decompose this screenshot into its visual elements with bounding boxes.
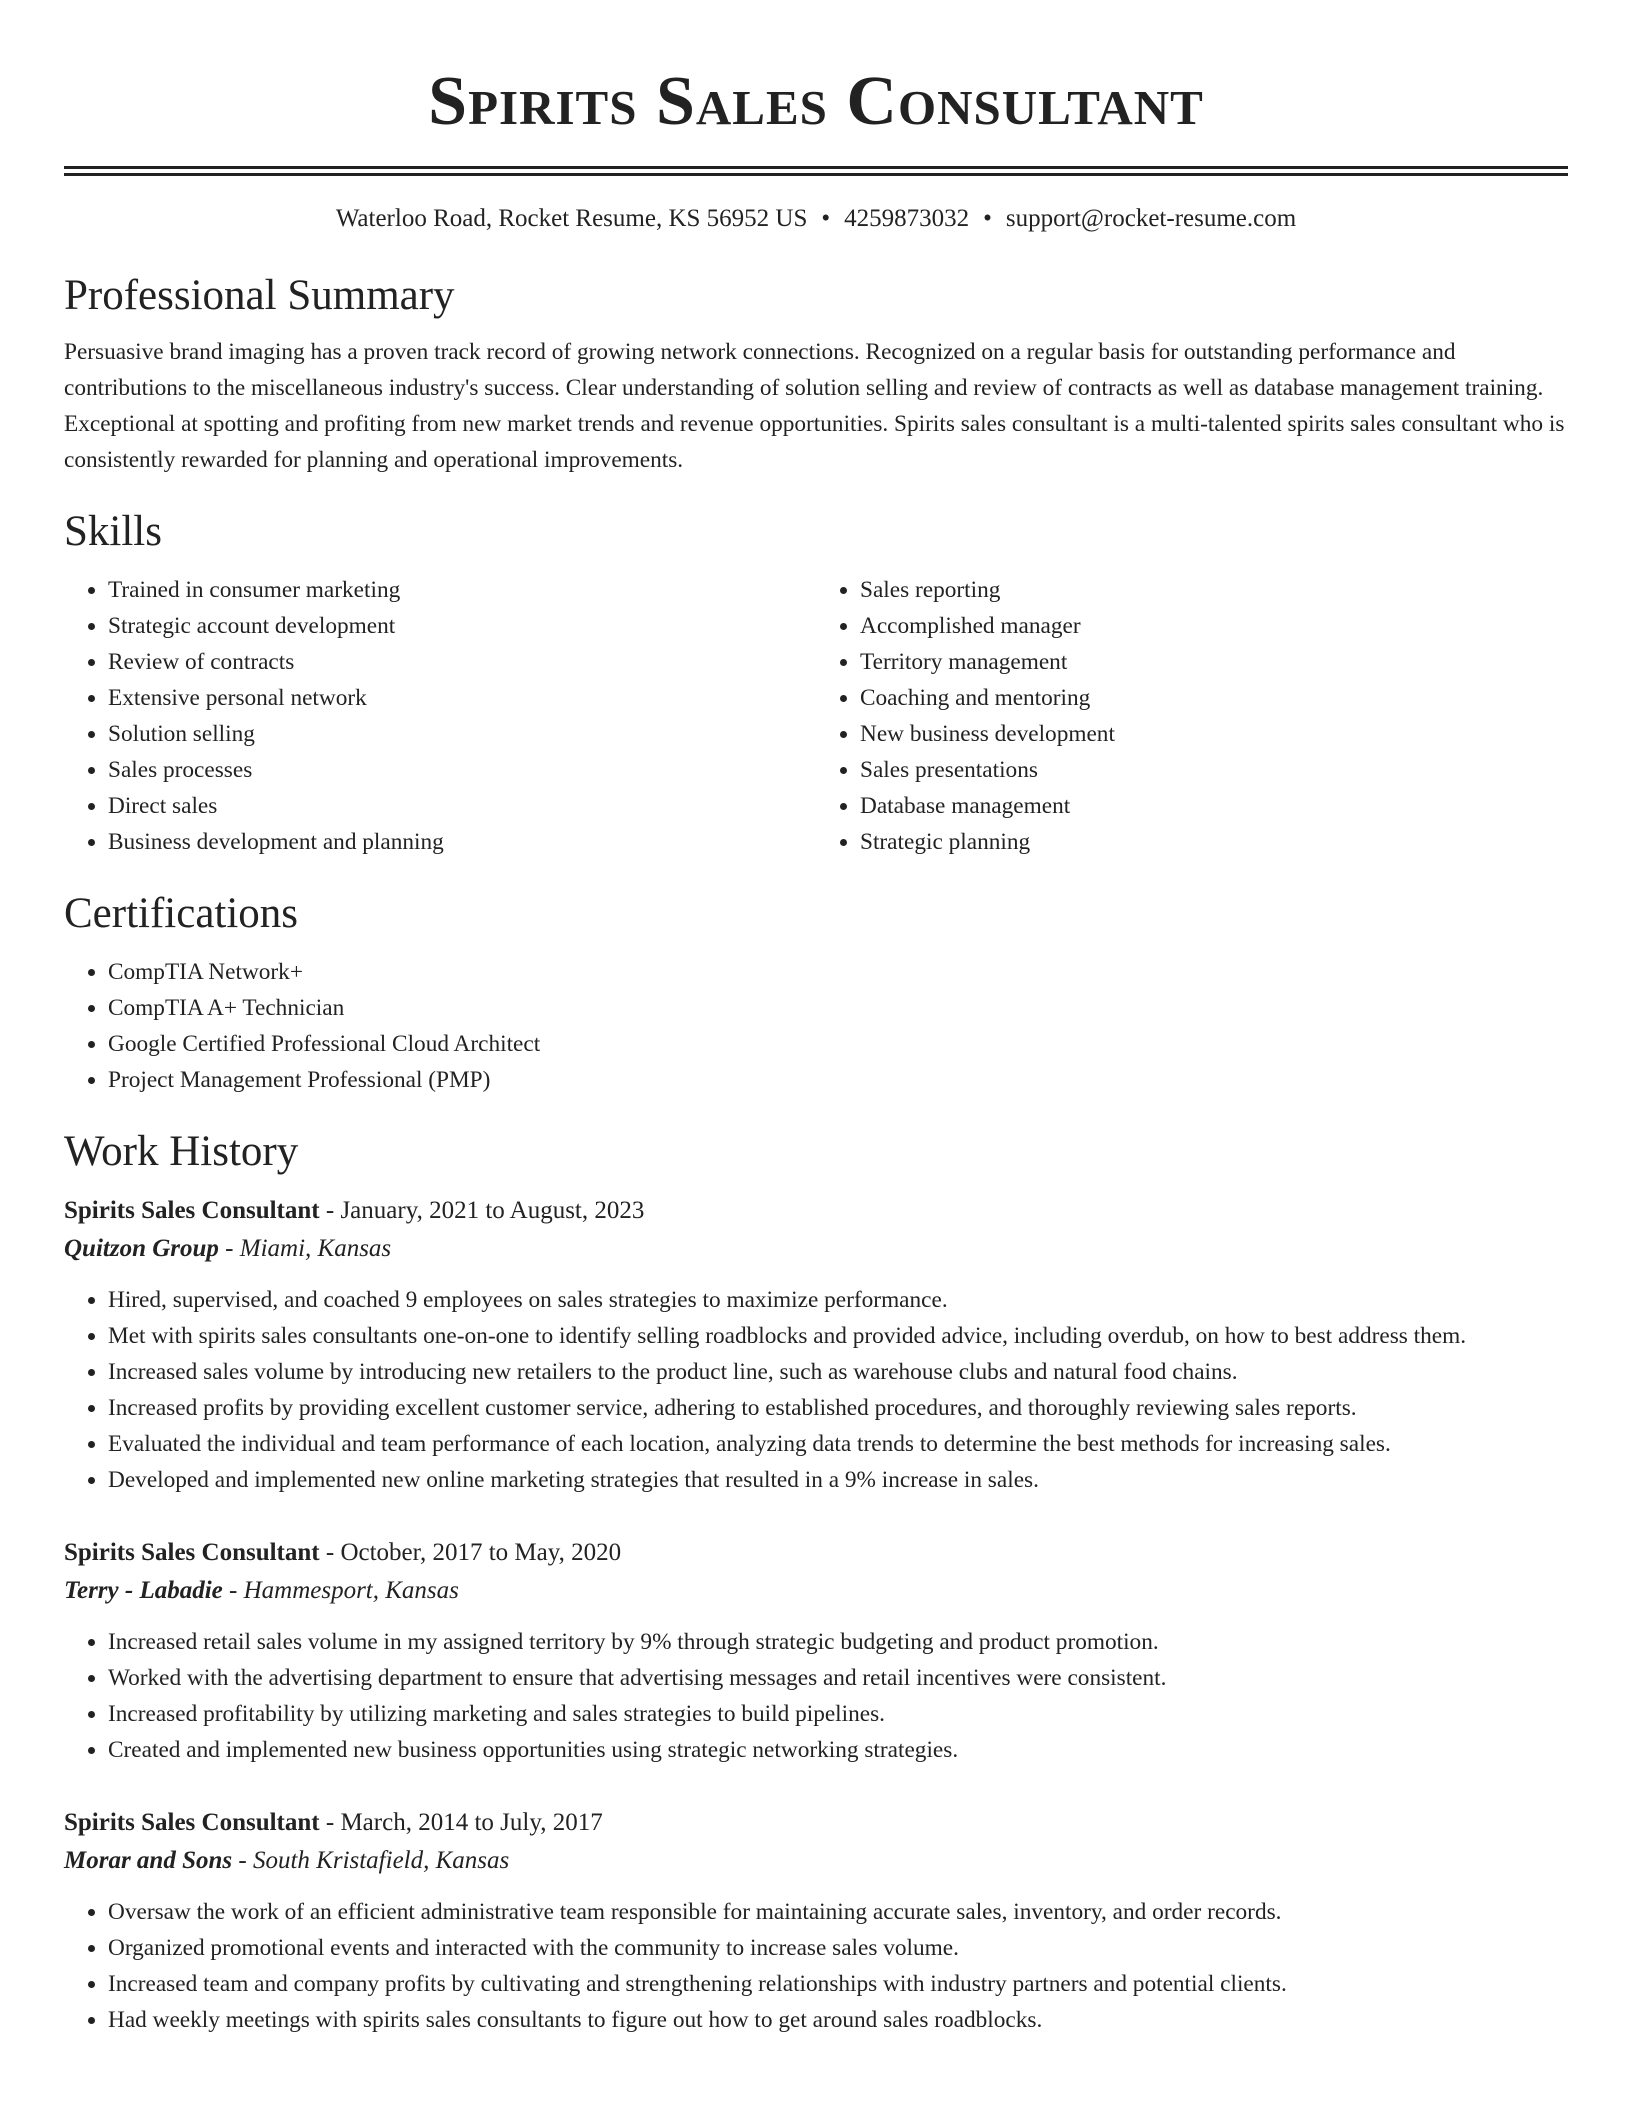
certification-item: • CompTIA A+ Technician: [108, 990, 1568, 1026]
resume-page: [64, 0, 1568, 2038]
skill-item: • Sales processes: [108, 752, 816, 788]
job-bullets: [64, 1282, 1568, 1498]
job-bullet: • Worked with the advertising department to ensure that advertising messages and retail incentives were consistent.: [108, 1660, 1568, 1696]
job-bullet: • Oversaw the work of an efficient administrative team responsible for maintaining accurate sales, inventory, and order records.: [108, 1894, 1568, 1930]
job-dates: - January, 2021 to August, 2023: [319, 1197, 645, 1224]
job-bullets: [64, 1894, 1568, 2038]
job-bullet: • Increased profitability by utilizing marketing and sales strategies to build pipelines.: [108, 1696, 1568, 1732]
skill-item: • Direct sales: [108, 788, 816, 824]
skill-item: • Solution selling: [108, 716, 816, 752]
skill-item: • Database management: [860, 788, 1568, 824]
job-dates: - March, 2014 to July, 2017: [319, 1809, 603, 1836]
skill-item: • Territory management: [860, 644, 1568, 680]
contact-separator: •: [983, 205, 992, 232]
job-employer: [64, 1230, 1568, 1268]
job-role: Spirits Sales Consultant: [64, 1809, 320, 1836]
job-company: Terry - Labadie: [64, 1577, 223, 1604]
certification-item: • Project Management Professional (PMP): [108, 1062, 1568, 1098]
skill-item: • Accomplished manager: [860, 608, 1568, 644]
job-header: [64, 1192, 1568, 1230]
job-location: - Miami, Kansas: [218, 1235, 392, 1262]
skill-item: • Strategic account development: [108, 608, 816, 644]
certification-item: • CompTIA Network+: [108, 954, 1568, 990]
job-employer: [64, 1842, 1568, 1880]
job-role: Spirits Sales Consultant: [64, 1197, 320, 1224]
job-role: Spirits Sales Consultant: [64, 1539, 320, 1566]
job-location: - Hammesport, Kansas: [222, 1577, 459, 1604]
contact-address: Waterloo Road, Rocket Resume, KS 56952 US: [335, 205, 808, 232]
summary-text: Persuasive brand imaging has a proven track record of growing network connections. Recognized on a regular basis for outstanding performance and contributions to the miscellaneous industry's success. Clear understanding of solution selling and review of contracts as well as database management training. Exceptional at spotting and profiting from new market trends and revenue opportunities. Spirits sales consultant is a multi-talented spirits sales consultant who is consistently rewarded for planning and operational improvements.: [64, 339, 1565, 473]
job-bullet: • Increased team and company profits by cultivating and strengthening relationships with industry partners and potential clients.: [108, 1966, 1568, 2002]
contact-phone: 4259873032: [844, 205, 970, 232]
job-bullet: • Increased profits by providing excellent customer service, adhering to established procedures, and thoroughly reviewing sales reports.: [108, 1390, 1568, 1426]
title-divider: [64, 166, 1568, 176]
contact-line: [64, 204, 1568, 234]
skill-item: • Sales reporting: [860, 572, 1568, 608]
section-title-skills: Skills: [64, 508, 162, 555]
job-entry: [64, 1192, 1568, 1498]
job-header: [64, 1534, 1568, 1572]
job-bullet: • Developed and implemented new online marketing strategies that resulted in a 9% increase in sales.: [108, 1462, 1568, 1498]
skill-item: • Extensive personal network: [108, 680, 816, 716]
job-bullet: • Created and implemented new business opportunities using strategic networking strategies.: [108, 1732, 1568, 1768]
skills-list-left: [64, 572, 816, 860]
skill-item: • Trained in consumer marketing: [108, 572, 816, 608]
job-bullet: • Increased sales volume by introducing new retailers to the product line, such as warehouse clubs and natural food chains.: [108, 1354, 1568, 1390]
job-bullets: [64, 1624, 1568, 1768]
job-dates: - October, 2017 to May, 2020: [319, 1539, 622, 1566]
skill-item: • New business development: [860, 716, 1568, 752]
skill-item: • Business development and planning: [108, 824, 816, 860]
job-entry: [64, 1804, 1568, 2038]
section-title-work-history: Work History: [64, 1128, 299, 1175]
contact-email: support@rocket-resume.com: [1005, 205, 1297, 232]
certification-item: • Google Certified Professional Cloud Architect: [108, 1026, 1568, 1062]
skill-item: • Sales presentations: [860, 752, 1568, 788]
section-title-summary: Professional Summary: [64, 272, 455, 319]
job-bullet: • Had weekly meetings with spirits sales consultants to figure out how to get around sales roadblocks.: [108, 2002, 1568, 2038]
skills-columns: [64, 572, 1568, 860]
job-bullet: • Evaluated the individual and team performance of each location, analyzing data trends to determine the best methods for increasing sales.: [108, 1426, 1568, 1462]
job-company: Quitzon Group: [64, 1235, 219, 1262]
job-bullet: • Met with spirits sales consultants one-on-one to identify selling roadblocks and provided advice, including overdub, on how to best address them.: [108, 1318, 1568, 1354]
job-employer: [64, 1572, 1568, 1610]
job-bullet: • Increased retail sales volume in my assigned territory by 9% through strategic budgeting and product promotion.: [108, 1624, 1568, 1660]
contact-separator: •: [821, 205, 831, 232]
job-entry: [64, 1534, 1568, 1768]
skill-item: • Coaching and mentoring: [860, 680, 1568, 716]
certifications-list: [64, 954, 1568, 1098]
job-bullet: • Organized promotional events and interacted with the community to increase sales volume.: [108, 1930, 1568, 1966]
job-location: - South Kristafield, Kansas: [232, 1847, 510, 1874]
job-header: [64, 1804, 1568, 1842]
resume-title: Spirits Sales Consultant: [428, 63, 1204, 140]
job-bullet: • Hired, supervised, and coached 9 employees on sales strategies to maximize performance.: [108, 1282, 1568, 1318]
section-title-certifications: Certifications: [64, 890, 299, 937]
skills-list-right: [816, 572, 1568, 860]
job-company: Morar and Sons: [64, 1847, 233, 1874]
skill-item: • Strategic planning: [860, 824, 1568, 860]
skill-item: • Review of contracts: [108, 644, 816, 680]
